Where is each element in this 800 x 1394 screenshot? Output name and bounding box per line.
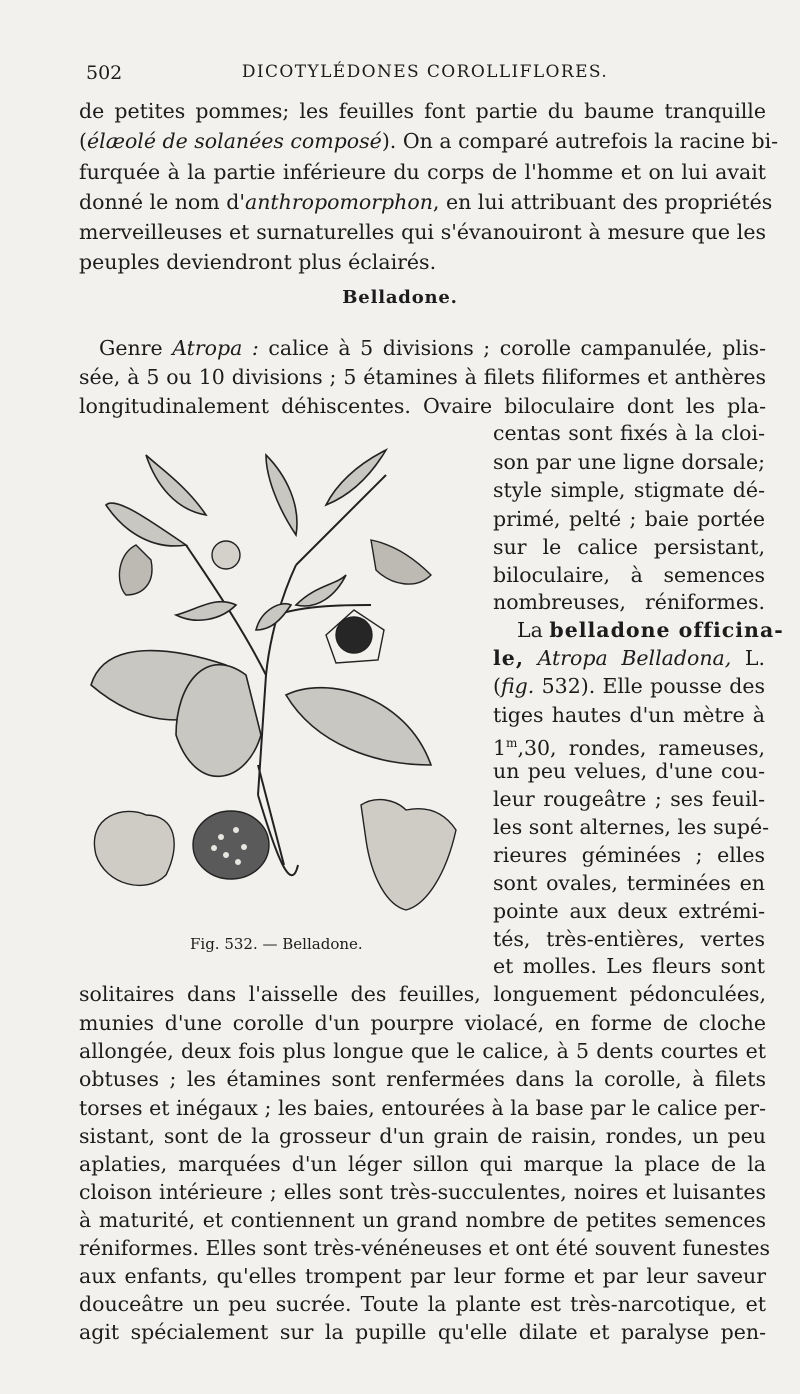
text-span: de petites pommes; les feuilles font partie du baume tranquille [79,99,766,123]
text-span: sur le calice persistant, [493,535,765,559]
running-title: DICOTYLÉDONES COROLLIFLORES. [241,62,609,82]
leaf [176,602,236,621]
text-line [79,1179,766,1205]
text-span: sont ovales, terminées en [493,871,765,895]
text-line [79,1095,766,1121]
text-line [79,1319,766,1345]
italic-term: fig. [501,674,535,698]
text-line [79,1235,770,1261]
text-line [493,506,765,532]
text-line [493,477,765,503]
page-number: 502 [86,62,123,84]
italic-term: élæolé de solanées composé [87,129,382,153]
leaf [296,575,346,606]
text-span: merveilleuses et surnaturelles qui s'évanouiront à mesure que les [79,220,766,244]
text-span: aux enfants, qu'elles trompent par leur forme et par leur saveur [79,1264,766,1288]
text-line [79,249,766,275]
text-span: son par une ligne dorsale; [493,450,765,474]
text-line [79,189,773,215]
bold-term: le, [493,646,524,670]
text-line [493,645,765,671]
page-header [80,58,770,88]
text-span: douceâtre un peu sucrée. Toute la plante est très-narcotique, et [79,1292,766,1316]
text-span: ). On a comparé autrefois la racine bi- [381,129,779,153]
text-line [79,1038,766,1064]
text-span: nombreuses, réniformes. [493,590,765,614]
text-line [493,953,765,979]
text-span: sistant, sont de la grosseur d'un grain de raisin, rondes, un peu [79,1124,766,1148]
text-line [79,364,766,390]
text-line [493,617,784,643]
leaf [286,688,431,765]
text-span: sée, à 5 ou 10 divisions ; 5 étamines à filets filiformes et anthères [79,365,766,389]
leaf [146,455,206,515]
text-line [493,589,765,615]
text-span: biloculaire, à semences [493,563,765,587]
italic-term: anthropomorphon [244,190,433,214]
leaf [266,455,297,535]
text-line [79,1291,766,1317]
text-span: solitaires dans l'aisselle des feuilles, longuement pédonculées, [79,982,766,1006]
text-line [493,534,765,560]
text-line [493,926,765,952]
text-span: primé, pelté ; baie portée [493,507,765,531]
text-line [79,1207,766,1233]
corolla-section [361,800,456,910]
text-span: à maturité, et contiennent un grand nombre de petites semences [79,1208,766,1232]
text-line [79,98,766,124]
text-span: allongée, deux fois plus longue que le calice, à 5 dents courtes et [79,1039,766,1063]
text-line [493,562,765,588]
text-span: cloison intérieure ; elles sont très-succulentes, noires et luisantes [79,1180,766,1204]
text-span: , en lui attribuant des propriétés [432,190,773,214]
berry-with-calyx [94,811,174,885]
superscript: m [506,736,518,750]
text-span: aplaties, marquées d'un léger sillon qui marque la place de la [79,1152,766,1176]
text-span: torses et inégaux ; les baies, entourées à la base par le calice per- [79,1096,766,1120]
text-span: leur rougeâtre ; ses feuil- [493,787,765,811]
text-span: donné le nom d' [79,190,245,214]
text-line [493,420,765,446]
text-line [79,1066,766,1092]
text-span: réniformes. Elles sont très-vénéneuses et ont été souvent funestes [79,1236,770,1260]
text-line [79,1151,766,1177]
text-line [493,870,765,896]
text-span: les sont alternes, les supé- [493,815,770,839]
text-line [79,393,766,419]
bell-flower [119,545,152,595]
text-line [79,335,766,361]
text-span: La [517,618,550,642]
text-line [493,673,765,699]
text-line [79,1123,766,1149]
text-span: ,30, rondes, rameuses, [517,735,765,760]
text-span: furquée à la partie inférieure du corps de l'homme et on lui avait [79,160,766,184]
text-line [79,1263,766,1289]
text-span: 532). Elle pousse des [534,674,765,698]
text-span: peuples deviendront plus éclairés. [79,250,437,274]
text-line [493,702,765,728]
text-line [493,758,765,784]
text-span: rieures géminées ; elles [493,843,765,867]
text-span: longitudinalement déhiscentes. Ovaire biloculaire dont les pla- [79,394,766,418]
bell-flower [371,540,431,584]
italic-term: Atropa : [172,336,259,360]
text-line [493,786,765,812]
berry-section [193,811,269,879]
text-span: obtuses ; les étamines sont renfermées dans la corolle, à filets [79,1067,766,1091]
text-line [493,449,765,475]
text-span: ( [79,129,87,153]
leaf [106,503,186,546]
belladonna-illustration [86,435,478,945]
italic-term: Atropa Belladona, [523,646,732,670]
text-line [493,814,770,840]
text-span: tés, très-entières, vertes [493,927,765,951]
text-line [79,159,766,185]
text-span: tiges hautes d'un mètre à [493,703,765,727]
text-line [493,898,765,924]
text-span: centas sont fixés à la cloi- [493,421,765,445]
text-span: 1 [493,735,507,760]
text-line [79,1010,766,1036]
text-span: pointe aux deux extrémi- [493,899,765,923]
text-line [79,128,779,154]
text-span: L. [731,646,765,670]
flower-bud [212,541,240,569]
text-span: un peu velues, d'une cou- [493,759,765,783]
bold-term: belladone officina- [549,618,784,642]
text-span: munies d'une corolle d'un pourpre violacé, en forme de cloche [79,1011,766,1035]
leaf [326,450,386,505]
section-heading: Belladone. [342,287,458,308]
text-line [493,730,765,761]
text-span: Genre [99,336,173,360]
stem [258,565,296,795]
text-span: ( [493,674,501,698]
berry [336,617,372,653]
figure-caption: Fig. 532. — Belladone. [190,935,363,953]
text-span: agit spécialement sur la pupille qu'elle dilate et paralyse pen- [79,1320,766,1344]
text-span: calice à 5 divisions ; corolle campanulée, plis- [258,336,766,360]
text-line [79,219,766,245]
text-line [493,842,765,868]
text-span: et molles. Les fleurs sont [493,954,765,978]
text-line [79,981,766,1007]
text-span: style simple, stigmate dé- [493,478,765,502]
